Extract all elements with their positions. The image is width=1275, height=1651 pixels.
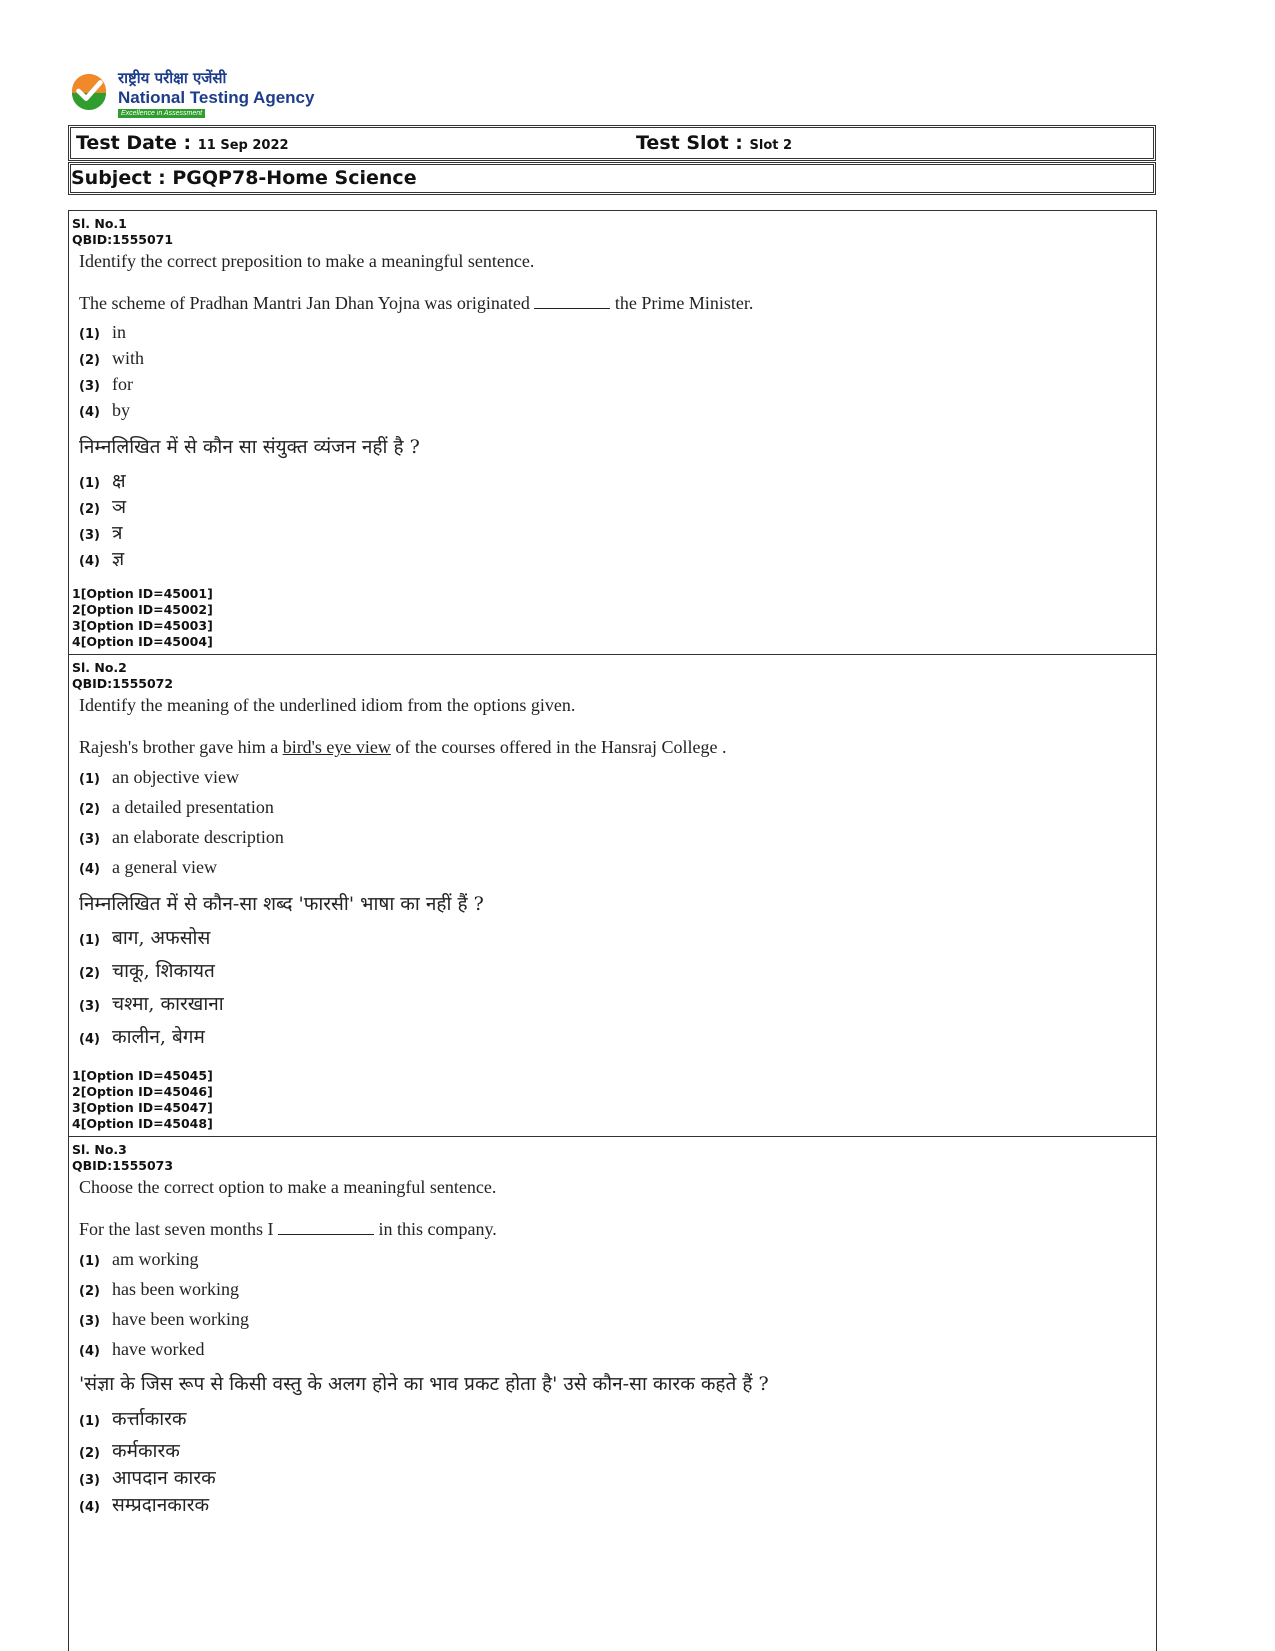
- option-hi-1: (1) क्ष: [79, 470, 126, 492]
- option-id: 4[Option ID=45048]: [72, 1116, 213, 1131]
- question-instruction: Choose the correct option to make a meaningful sentence.: [79, 1177, 497, 1197]
- logo-hindi-text: राष्ट्रीय परीक्षा एजेंसी: [118, 69, 227, 87]
- underlined-idiom: bird's eye view: [282, 737, 391, 757]
- option-hi-4: (4) कालीन, बेगम: [79, 1026, 205, 1048]
- question-block-1: [68, 210, 1157, 655]
- option-en-1: (1) am working: [79, 1249, 199, 1269]
- option-en-1: (1) in: [79, 322, 127, 342]
- option-hi-1: (1) बाग, अफसोस: [79, 927, 211, 949]
- sl-no: Sl. No.3: [72, 1142, 127, 1157]
- subject-title: Subject : PGQP78-Home Science: [71, 167, 417, 189]
- option-id: 2[Option ID=45002]: [72, 602, 213, 617]
- test-info-bar: [68, 125, 1156, 161]
- option-hi-1: (1) कर्त्ताकारक: [79, 1408, 187, 1430]
- question-instruction: Identify the correct preposition to make a meaningful sentence.: [79, 251, 535, 271]
- option-hi-4: (4) सम्प्रदानकारक: [79, 1494, 210, 1516]
- option-en-3: (3) have been working: [79, 1309, 249, 1329]
- sl-no: Sl. No.2: [72, 660, 127, 675]
- hindi-question: निम्नलिखित में से कौन-सा शब्द 'फारसी' भाषा का नहीं हैं ?: [79, 893, 484, 915]
- qbid: QBID:1555072: [72, 676, 174, 691]
- question-sentence: The scheme of Pradhan Mantri Jan Dhan Yojna was originated the Prime Minister.: [79, 293, 754, 313]
- option-hi-3: (3) त्र: [79, 522, 123, 544]
- nta-logo: [70, 66, 400, 122]
- test-date: Test Date : 11 Sep 2022: [76, 132, 289, 154]
- option-en-2: (2) a detailed presentation: [79, 797, 274, 817]
- option-en-4: (4) by: [79, 400, 130, 420]
- option-en-2: (2) with: [79, 348, 145, 368]
- option-en-3: (3) for: [79, 374, 133, 394]
- option-hi-4: (4) ज्ञ: [79, 548, 125, 570]
- question-block-3: [68, 1136, 1157, 1651]
- option-hi-3: (3) चश्मा, कारखाना: [79, 993, 224, 1015]
- qbid: QBID:1555071: [72, 232, 174, 247]
- subject-bar: [68, 162, 1156, 195]
- option-id: 3[Option ID=45003]: [72, 618, 213, 633]
- nta-check-icon: [70, 72, 108, 110]
- question-block-2: [68, 654, 1157, 1137]
- option-hi-2: (2) कर्मकारक: [79, 1440, 180, 1462]
- option-en-4: (4) have worked: [79, 1339, 205, 1359]
- option-hi-3: (3) आपदान कारक: [79, 1467, 216, 1489]
- question-instruction: Identify the meaning of the underlined idiom from the options given.: [79, 695, 576, 715]
- option-id: 4[Option ID=45004]: [72, 634, 213, 649]
- option-en-1: (1) an objective view: [79, 767, 239, 787]
- option-id: 3[Option ID=45047]: [72, 1100, 213, 1115]
- option-hi-2: (2) ञ: [79, 496, 127, 518]
- option-id: 1[Option ID=45001]: [72, 586, 213, 601]
- hindi-question: 'संज्ञा के जिस रूप से किसी वस्तु के अलग होने का भाव प्रकट होता है' उसे कौन-सा कारक कहते हैं ?: [79, 1373, 769, 1395]
- test-slot: Test Slot : Slot 2: [636, 132, 793, 154]
- sl-no: Sl. No.1: [72, 216, 127, 231]
- logo-english-text: National Testing Agency: [118, 88, 315, 107]
- option-en-2: (2) has been working: [79, 1279, 239, 1299]
- option-en-4: (4) a general view: [79, 857, 217, 877]
- option-en-3: (3) an elaborate description: [79, 827, 284, 847]
- option-id: 1[Option ID=45045]: [72, 1068, 213, 1083]
- option-id: 2[Option ID=45046]: [72, 1084, 213, 1099]
- question-sentence: Rajesh's brother gave him a bird's eye view of the courses offered in the Hansraj College .: [79, 737, 727, 757]
- hindi-question: निम्नलिखित में से कौन सा संयुक्त व्यंजन नहीं है ?: [79, 436, 420, 458]
- qbid: QBID:1555073: [72, 1158, 174, 1173]
- logo-tagline: Excellence in Assessment: [118, 109, 205, 118]
- question-sentence: For the last seven months I in this company.: [79, 1219, 497, 1239]
- option-hi-2: (2) चाकू, शिकायत: [79, 960, 215, 982]
